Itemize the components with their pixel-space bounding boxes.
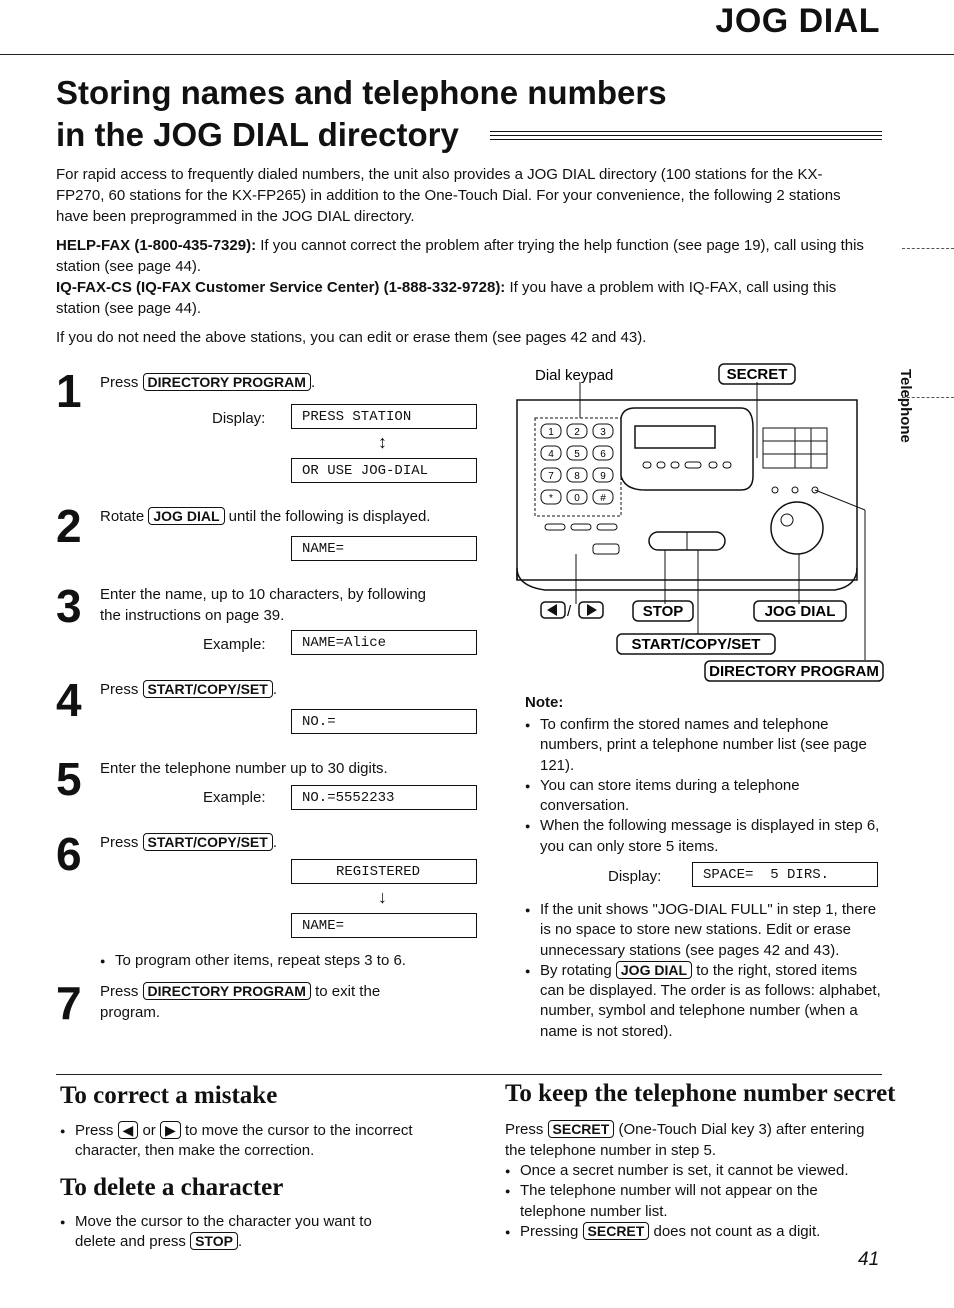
volume-keys — [593, 544, 619, 554]
keypad-keys — [541, 424, 613, 504]
list-item: ● When the following message is displayed in step 6, you can only store 5 items. — [525, 816, 880, 857]
list-item: ● The telephone number will not appear on the telephone number list. — [505, 1181, 885, 1222]
edit-note-paragraph: If you do not need the above stations, you can edit or erase them (see pages 42 and 43). — [56, 329, 647, 346]
step-2-post: until the following is displayed. — [228, 508, 431, 525]
step-6-number: 6 — [56, 828, 82, 880]
keypad-key-label: 1 — [548, 427, 554, 438]
jog-dial-key: JOG DIAL — [148, 507, 224, 525]
step-5-text: Enter the telephone number up to 30 digits. — [100, 760, 388, 777]
example-label-2: Example: — [203, 789, 266, 806]
helpfax-label: HELP-FAX (1-800-435-7329): — [56, 237, 257, 254]
correct-pre: Press — [75, 1122, 114, 1139]
example-label: Example: — [203, 636, 266, 653]
note-display-label: Display: — [608, 868, 662, 885]
stop-key: STOP — [190, 1232, 238, 1250]
lcd-no-number: NO.=5552233 — [291, 785, 477, 810]
directory-program-label: DIRECTORY PROGRAM — [709, 663, 879, 680]
list-item — [60, 1121, 415, 1162]
note-bullets-1 — [525, 715, 880, 857]
svg-text:/: / — [567, 603, 572, 620]
dial-keypad-label: Dial keypad — [535, 367, 614, 384]
step-2-text — [100, 506, 430, 527]
keypad-key-label: 0 — [574, 493, 580, 504]
down-arrow-icon: ↓ — [378, 887, 387, 907]
step-7-pre: Press — [100, 983, 139, 1000]
secret-post: (One-Touch Dial key 3) after entering the telephone number in step 5. — [505, 1121, 865, 1159]
list-item: ● If the unit shows "JOG-DIAL FULL" in step 1, there is no space to store new stations. Edit or erase unnecessary stations (see pages 42 and 43). — [525, 900, 885, 961]
step-7-number: 7 — [56, 977, 82, 1029]
header-rule — [0, 54, 954, 55]
helpfax-paragraph — [56, 235, 866, 277]
step-6-bullets — [100, 951, 480, 971]
lcd-name: NAME= — [291, 536, 477, 561]
list-item — [525, 961, 885, 1042]
section-header: JOG DIAL — [715, 2, 880, 40]
step-1-text — [100, 372, 315, 393]
step-6-text — [100, 832, 277, 853]
keypad-key-label: 3 — [600, 427, 606, 438]
list-item: ● You can store items during a telephone conversation. — [525, 776, 880, 817]
list-item: ● Once a secret number is set, it cannot be viewed. — [505, 1161, 885, 1181]
jog-dial-knob — [771, 502, 823, 554]
keypad-key-label: 9 — [600, 471, 606, 482]
step-1-pre: Press — [100, 374, 139, 391]
b5-post: to the right, stored items can be displayed. The order is as follows: alphabet, number, symbol and telephone number (when a name is not stored). — [540, 961, 881, 1040]
secret-pre: Press — [505, 1121, 544, 1138]
step-4-number: 4 — [56, 674, 82, 726]
iqfax-paragraph — [56, 277, 866, 319]
lcd-window — [635, 426, 715, 448]
start-copy-set-key-2: START/COPY/SET — [143, 833, 273, 851]
list-item — [505, 1222, 885, 1242]
step-1-post: . — [310, 374, 316, 391]
secret-key: SECRET — [548, 1120, 615, 1138]
lcd-space-dirs: SPACE= 5 DIRS. — [692, 862, 878, 887]
step-4-pre: Press — [100, 681, 139, 698]
step-4-post: . — [272, 681, 277, 698]
arrow-keys-icon — [541, 602, 603, 620]
panel-outline — [621, 408, 753, 490]
list-item — [60, 1212, 415, 1253]
keypad-key-label: # — [600, 493, 606, 504]
title-line-2: in the JOG DIAL directory — [56, 116, 459, 153]
keypad-key-label: * — [549, 493, 553, 504]
step-3-text — [100, 584, 426, 626]
b3-post: does not count as a digit. — [653, 1222, 821, 1240]
delete-pre: Move the cursor to the character you want to delete and press — [75, 1213, 372, 1251]
lcd-name-2: NAME= — [291, 913, 477, 938]
correct-bullets — [60, 1121, 415, 1162]
step-3-line-2: the instructions on page 39. — [100, 607, 285, 624]
step-7-post: to exit the — [315, 983, 381, 1000]
start-copy-set-key: START/COPY/SET — [143, 680, 273, 698]
list-item: ● To confirm the stored names and telephone numbers, print a telephone number list (see page 121). — [525, 715, 880, 776]
step-3-line-1: Enter the name, up to 10 characters, by following — [100, 586, 427, 603]
lcd-no: NO.= — [291, 709, 477, 734]
delete-post: . — [237, 1233, 243, 1251]
keypad-key-label: 4 — [548, 449, 554, 460]
panel-buttons — [643, 462, 731, 468]
lcd-name-alice: NAME=Alice — [291, 630, 477, 655]
step-7-line-2: program. — [100, 1004, 161, 1021]
delete-bullets — [60, 1212, 415, 1253]
keypad-key-label: 5 — [574, 449, 580, 460]
section-divider — [56, 1074, 882, 1075]
side-tab-label: Telephone — [897, 369, 914, 443]
b3-pre: Pressing — [520, 1222, 579, 1240]
step-6-post: . — [272, 834, 277, 851]
lcd-registered: REGISTERED — [291, 859, 477, 884]
lcd-press-station: PRESS STATION — [291, 404, 477, 429]
page-title — [56, 72, 916, 156]
step-4-text — [100, 679, 277, 700]
right-arrow-key-icon: ▶ — [160, 1121, 181, 1139]
step-7-text — [100, 981, 380, 1023]
title-line-1: Storing names and telephone numbers — [56, 74, 667, 111]
keypad-key-label: 7 — [548, 471, 554, 482]
keypad-key-label: 6 — [600, 449, 606, 460]
helpfax-text: If you cannot correct the problem after trying the help function (see page 19), call using this station (see page 44). — [56, 237, 864, 275]
step-5-number: 5 — [56, 753, 82, 805]
secret-paragraph — [505, 1119, 885, 1161]
step-3-number: 3 — [56, 580, 82, 632]
secret-bullets — [505, 1161, 885, 1242]
keypad-key-label: 2 — [574, 427, 580, 438]
step-1-number: 1 — [56, 365, 82, 417]
display-label: Display: — [212, 410, 266, 427]
intro-paragraph: For rapid access to frequently dialed numbers, the unit also provides a JOG DIAL directory (100 stations for the KX-FP270, 60 stations for the KX-FP265) in addition to the One-Touch Dial. For your convenience, the following 2 stations have been preprogrammed in the JOG DIAL directory. — [56, 166, 841, 225]
correct-post: to move the cursor to the incorrect character, then make the correction. — [75, 1122, 413, 1160]
note-title: Note: — [525, 694, 564, 711]
list-item: ● To program other items, repeat steps 3 to 6. — [100, 951, 480, 971]
lcd-or-use-jog-dial: OR USE JOG-DIAL — [291, 458, 477, 483]
start-copy-set-label: START/COPY/SET — [631, 636, 761, 653]
fax-machine-diagram — [505, 358, 890, 683]
secret-label: SECRET — [726, 366, 788, 383]
note-bullets-2 — [525, 900, 885, 1042]
side-tab — [897, 248, 954, 443]
delete-heading: To delete a character — [60, 1174, 284, 1201]
step-6-pre: Press — [100, 834, 139, 851]
secret-heading: To keep the telephone number secret — [505, 1080, 896, 1107]
directory-program-key: DIRECTORY PROGRAM — [143, 373, 311, 391]
directory-program-key-2: DIRECTORY PROGRAM — [143, 982, 311, 1000]
step-2-number: 2 — [56, 500, 82, 552]
jog-dial-label: JOG DIAL — [764, 603, 836, 620]
double-arrow-icon: ↕ — [378, 432, 387, 452]
iqfax-label: IQ-FAX-CS (IQ-FAX Customer Service Center) (1-888-332-9728): — [56, 279, 506, 296]
left-arrow-key-icon: ◀ — [118, 1121, 139, 1139]
b5-pre: By rotating — [540, 961, 612, 979]
page-number: 41 — [858, 1249, 880, 1270]
stop-label: STOP — [642, 603, 684, 620]
secret-key-2: SECRET — [583, 1222, 650, 1240]
title-decoration — [490, 131, 882, 143]
jog-dial-key-note: JOG DIAL — [616, 961, 692, 979]
step-2-pre: Rotate — [100, 508, 145, 525]
correct-heading: To correct a mistake — [60, 1082, 278, 1109]
keypad-key-label: 8 — [574, 471, 580, 482]
iqfax-text: If you have a problem with IQ-FAX, call using this station (see page 44). — [56, 279, 837, 317]
correct-mid: or — [142, 1122, 156, 1139]
